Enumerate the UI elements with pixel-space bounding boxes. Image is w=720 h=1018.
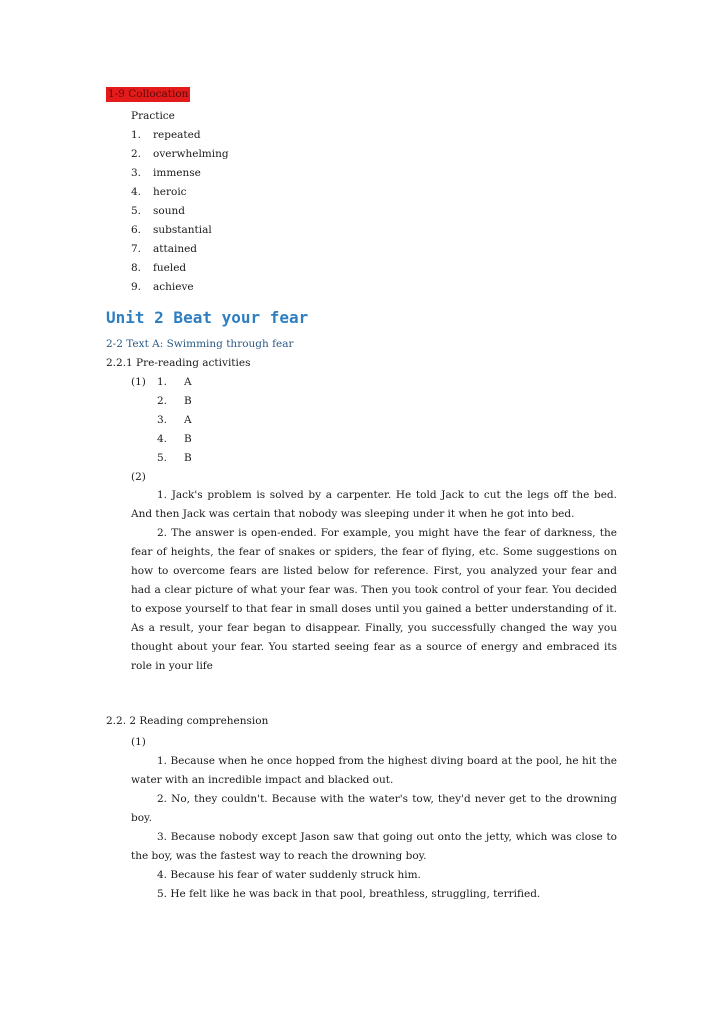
answer-item: 5. B [157,452,192,464]
section-title-highlight: 1-9 Collocation [108,88,189,100]
list-item: 7. attained [131,243,198,255]
answer-item: 1. A [157,376,192,388]
answer-item: 4. B [157,433,192,445]
prereading-paragraphs [131,486,617,676]
paragraph: 1. Because when he once hopped from the highest diving board at the pool, he hit the water with an incredible impact and blacked out. [131,755,617,786]
text-a-heading: 2-2 Text A: Swimming through fear [106,338,294,350]
paragraph: 5. He felt like he was back in that pool, breathless, struggling, terrified. [157,888,541,900]
paragraph: 4. Because his fear of water suddenly struck him. [157,869,421,881]
list-item: 6. substantial [131,224,212,236]
list-item: 2. overwhelming [131,148,229,160]
list-item: 9. achieve [131,281,194,293]
paragraph: 2. The answer is open-ended. For example, you might have the fear of darkness, the fear of heights, the fear of snakes or spiders, the fear of flying, etc. Some suggestions on how to overcome fears are listed below for reference. First, you analyzed your fear and had a clear picture of what your fear was. Then you took control of your fear. You decided to expose yourself to that fear in small doses until you gained a better understanding of it. As a result, your fear began to disappear. Finally, you successfully changed the way you thought about your fear. You started seeing fear as a source of energy and embraced its role in your life [131,527,617,672]
reading-heading: 2.2. 2 Reading comprehension [106,715,269,727]
part-label: (1) [131,376,146,388]
answer-item: 3. A [157,414,192,426]
paragraph: 1. Jack's problem is solved by a carpenter. He told Jack to cut the legs off the bed. And then Jack was certain that nobody was sleeping under it when he got into bed. [131,489,617,520]
list-item: 3. immense [131,167,201,179]
answer-item: 2. B [157,395,192,407]
list-item: 8. fueled [131,262,187,274]
paragraph: 2. No, they couldn't. Because with the water's tow, they'd never get to the drowning boy. [131,793,617,824]
part-label: (1) [131,736,146,748]
unit-heading: Unit 2 Beat your fear [106,308,309,327]
practice-label: Practice [131,110,175,122]
paragraph: 3. Because nobody except Jason saw that going out onto the jetty, which was close to the boy, was the fastest way to reach the drowning boy. [131,831,617,862]
collocation-section-title [106,87,190,101]
list-item: 1. repeated [131,129,201,141]
list-item: 5. sound [131,205,185,217]
list-item: 4. heroic [131,186,187,198]
part-label: (2) [131,471,146,483]
prereading-heading: 2.2.1 Pre-reading activities [106,357,251,369]
reading-answers [131,752,617,904]
